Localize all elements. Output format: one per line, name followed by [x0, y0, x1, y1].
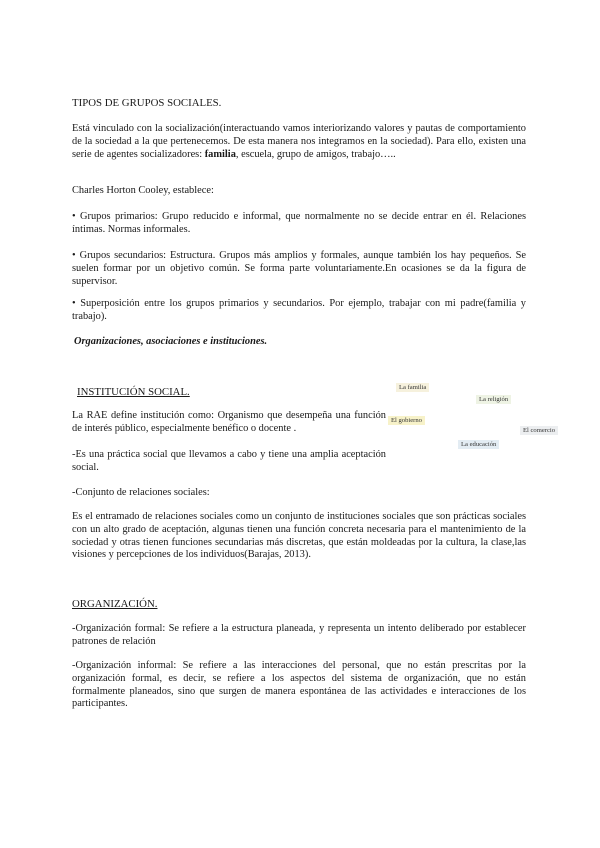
social-relations-paragraph: -Conjunto de relaciones sociales: [72, 487, 210, 498]
groups-title: TIPOS DE GRUPOS SOCIALES. [72, 97, 222, 109]
diagram-node-family: La familia [396, 383, 429, 392]
secondary-groups-paragraph: • Grupos secundarios: Estructura. Grupos más amplios y formales, aunque también los hay pequeños. Se suelen formar por un objetivo común. Se forma parte voluntariamente.En ocasiones se da la figura de supervisor. [72, 250, 526, 287]
social-practice-paragraph: -Es una práctica social que llevamos a cabo y tiene una amplia aceptación social. [72, 449, 386, 473]
groups-intro-text-a: Está vinculado con la socialización(interactuando vamos interiorizando valores y pautas de comportamiento de la sociedad a la que pertenecemos. De esta manera nos integramos en la sociedad). Para ello, existen una serie de agentes socializadores: [72, 123, 526, 160]
groups-intro-bold: familia [204, 148, 236, 160]
organization-title: ORGANIZACIÓN. [72, 598, 158, 610]
groups-intro-paragraph [72, 123, 526, 161]
rae-definition-paragraph: La RAE define institución como: Organismo que desempeña una función de interés público, especialmente benéfico o docente . [72, 410, 386, 434]
diagram-node-government: El gobierno [388, 416, 425, 425]
groups-intro-text-b: , escuela, grupo de amigos, trabajo….. [235, 148, 396, 160]
organizations-heading: Organizaciones, asociaciones e instituciones. [74, 336, 268, 347]
overlap-paragraph: • Superposición entre los grupos primarios y secundarios. Por ejemplo, trabajar con mi padre(familia y trabajo). [72, 298, 526, 322]
institutions-web-paragraph: Es el entramado de relaciones sociales como un conjunto de instituciones sociales que son prácticas sociales con un alto grado de aceptación, algunas tienen una función concreta necesaria para el mantenimiento de la sociedad y otras tienen funciones secundarias más discretas, que están moldeadas por la cultura, la clase,las visiones y percepciones de los individuos(Barajas, 2013). [72, 511, 526, 561]
informal-organization-paragraph: -Organización informal: Se refiere a las interacciones del personal, que no están prescritas por la organización formal, es decir, se refiere a los aspectos del sistema de organización, que no están formalmente planeados, sino que surgen de manera espontánea de las actividades e interacciones de los participantes. [72, 660, 526, 710]
primary-groups-paragraph: • Grupos primarios: Grupo reducido e informal, que normalmente no se decide entrar en él. Relaciones íntimas. Normas informales. [72, 211, 526, 235]
diagram-node-commerce: El comercio [520, 426, 558, 435]
institution-title: INSTITUCIÓN SOCIAL. [77, 386, 190, 398]
institutions-diagram [390, 378, 556, 458]
cooley-paragraph: Charles Horton Cooley, establece: [72, 185, 214, 196]
formal-organization-paragraph: -Organización formal: Se refiere a la estructura planeada, y representa un intento deliberado por establecer patrones de relación [72, 623, 526, 647]
diagram-node-religion: La religión [476, 395, 511, 404]
diagram-node-education: La educación [458, 440, 499, 449]
